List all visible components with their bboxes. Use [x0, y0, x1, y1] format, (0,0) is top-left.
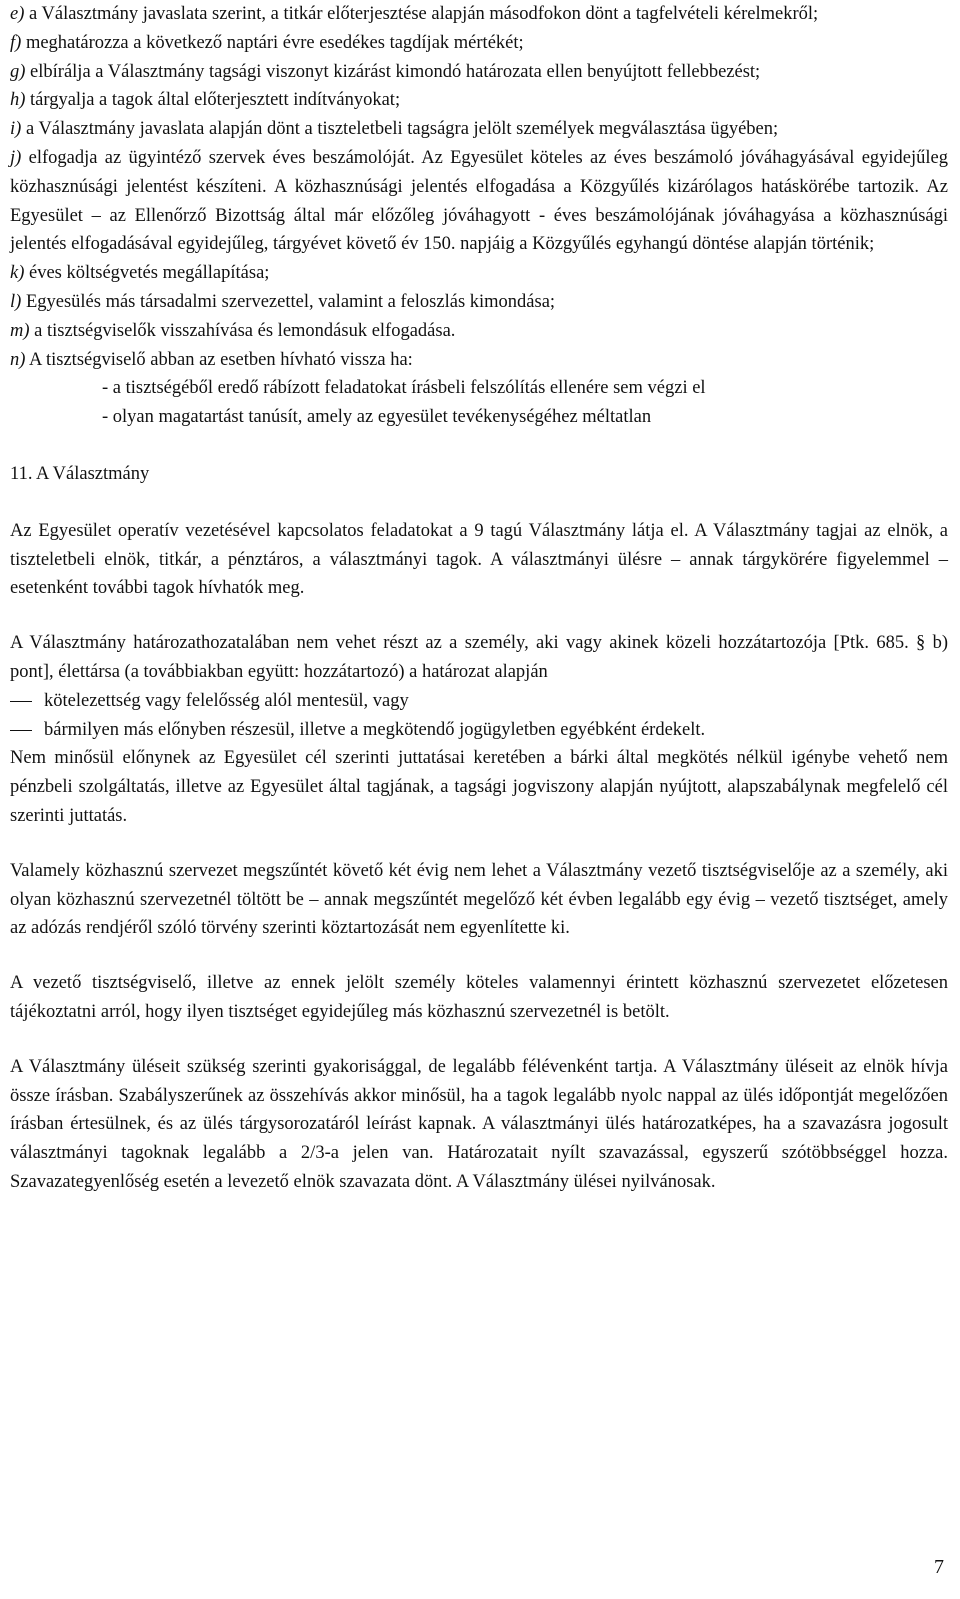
- list-label: n): [10, 349, 26, 370]
- list-label: f): [10, 32, 22, 53]
- list-text: éves költségvetés megállapítása;: [29, 263, 270, 284]
- dash-list-item: kötelezettség vagy felelősség alól mentesül, vagy: [10, 687, 948, 716]
- list-text: elfogadja az ügyintéző szervek éves beszámolóját. Az Egyesület köteles az éves beszámoló jóváhagyásával egyidejűleg közhasznúsági jelentést készíteni. A közhasznúsági jelentés elfogadása a Közgyűlés kizárólagos hatáskörébe tartozik. Az Egyesület – az Ellenőrző Bizottság által már előzőleg jóváhagyott - éves beszámolójának jóváhagyása a közhasznúsági jelentés elfogadásával egyidejűleg, tárgyévet követő év 150. napjáig a Közgyűlés egyhangú döntése alapján történik;: [10, 147, 948, 255]
- list-item-k: [10, 259, 948, 288]
- recall-condition-1: - a tisztségéből eredő rábízott feladatokat írásbeli felszólítás ellenére sem végzi el: [102, 378, 706, 399]
- list-label: j): [10, 147, 22, 168]
- recall-condition-2: - olyan magatartást tanúsít, amely az egyesület tevékenységéhez méltatlan: [102, 407, 652, 428]
- list-label: e): [10, 4, 25, 24]
- list-item-e: [10, 0, 948, 29]
- paragraph-meetings: A Választmány üléseit szükség szerinti gyakorisággal, de legalább félévenként tartja. A Választmány üléseit az elnök hívja össze írásban. Szabályszerűnek az összehívás akkor minősül, ha a tagok legalább nyolc nappal az ülés időpontját megelőzően írásban értesülnek, és az ülés tárgysorozatáról leírást kapnak. A választmányi ülés határozatképes, ha a szavazásra jogosult választmányi tagoknak legalább a 2/3-a jelen van. Határozatait nyílt szavazással, egyszerű szótöbbséggel hozza. Szavazategyenlőség esetén a levezető elnök szavazata dönt. A Választmány ülései nyilvánosak.: [10, 1056, 948, 1192]
- list-item-h: [10, 86, 948, 115]
- list-text: a Választmány javaslata alapján dönt a tiszteletbeli tagságra jelölt személyek megválasztása ügyében;: [25, 119, 779, 140]
- list-label: k): [10, 263, 25, 284]
- list-text: A tisztségviselő abban az esetben hívható vissza ha:: [29, 349, 413, 370]
- list-label: l): [10, 291, 22, 312]
- paragraph-public-benefit-restriction: Valamely közhasznú szervezet megszűntét követő két évig nem lehet a Választmány vezető tisztségviselője az a személy, aki olyan közhasznú szervezetnél töltött be – annak megszűntét megelőző két évben legalább egy évig – vezető tisztséget, amely az adózás rendjéről szóló törvény szerinti köztartozását nem egyenlítette ki.: [10, 860, 948, 939]
- paragraph-not-advantage: Nem minősül előnynek az Egyesület cél szerinti juttatásai keretében a bárki által megkötés nélkül igénybe vehető nem pénzbeli szolgáltatás, illetve az Egyesület által tagjának, a tagsági jogviszony alapján nyújtott, alapszabálynak megfelelő cél szerinti juttatás.: [10, 748, 948, 826]
- list-label: h): [10, 90, 26, 111]
- paragraph-conflict-of-interest: A Választmány határozathozatalában nem vehet részt az a személy, aki vagy akinek közeli hozzátartozója [Ptk. 685. § b) pont], élettársa (a továbbiakban együtt: hozzátartozó) a határozat alapján: [10, 633, 948, 682]
- paragraph-disclosure-duty: A vezető tisztségviselő, illetve az ennek jelölt személy köteles valamennyi érintett közhasznú szervezetet előzetesen tájékoztatni arról, hogy ilyen tisztséget egyidejűleg más közhasznú szervezetnél is betölt.: [10, 973, 948, 1022]
- list-text: Egyesülés más társadalmi szervezettel, valamint a feloszlás kimondása;: [25, 291, 556, 312]
- list-item-l: [10, 288, 948, 317]
- list-item-j: [10, 144, 948, 259]
- list-text: a tisztségviselők visszahívása és lemondásuk elfogadása.: [34, 320, 456, 341]
- list-text: a Választmány javaslata szerint, a titkár előterjesztése alapján másodfokon dönt a tagfelvételi kérelmekről;: [29, 4, 819, 24]
- list-text: tárgyalja a tagok által előterjesztett indítványokat;: [30, 90, 401, 111]
- list-item-f: [10, 29, 948, 58]
- list-text: meghatározza a következő naptári évre esedékes tagdíjak mértékét;: [25, 32, 524, 53]
- page-number: 7: [934, 1556, 944, 1578]
- list-label: m): [10, 320, 30, 341]
- list-item-m: [10, 317, 948, 346]
- list-label: g): [10, 61, 26, 82]
- dash-list-item: bármilyen más előnyben részesül, illetve a megkötendő jogügyletben egyébként érdekelt.: [10, 716, 948, 745]
- section-heading: 11. A Választmány: [10, 463, 150, 484]
- document-page: [10, 0, 948, 1197]
- list-item-i: [10, 115, 948, 144]
- list-label: i): [10, 119, 22, 140]
- paragraph-operative-management: Az Egyesület operatív vezetésével kapcsolatos feladatokat a 9 tagú Választmány látja el. A Választmány tagjai az elnök, a tiszteletbeli elnök, titkár, a pénztáros, a választmányi tagok. A választmányi ülésre – annak tárgykörére figyelemmel – esetenként további tagok hívhatók meg.: [10, 520, 948, 599]
- list-item-n: [10, 346, 948, 375]
- list-text: elbírálja a Választmány tagsági viszonyt kizárást kimondó határozata ellen benyújtott fellebbezést;: [30, 61, 761, 82]
- list-item-g: [10, 58, 948, 87]
